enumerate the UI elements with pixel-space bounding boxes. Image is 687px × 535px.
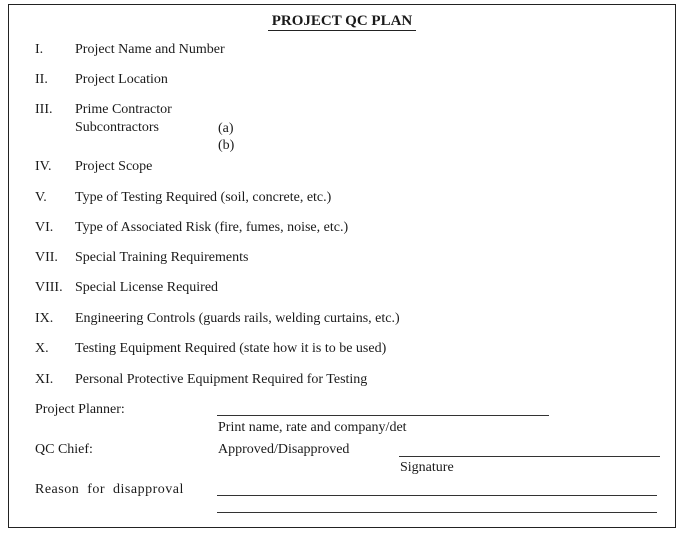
item-number-8: VIII. <box>35 280 63 295</box>
item-number-2: II. <box>35 72 48 87</box>
item-number-3: III. <box>35 102 53 117</box>
reason-line-1[interactable] <box>217 495 657 496</box>
signature-line[interactable] <box>399 456 660 457</box>
item-number-10: X. <box>35 341 49 356</box>
item-label-associated-risk: Type of Associated Risk (fire, fumes, noise, etc.) <box>75 220 349 235</box>
item-label-project-name: Project Name and Number <box>75 42 225 57</box>
item-label-special-license: Special License Required <box>75 280 219 295</box>
form-title: PROJECT QC PLAN <box>9 13 675 30</box>
approval-label: Approved/Disapproved <box>218 442 350 457</box>
item-number-1: I. <box>35 42 44 57</box>
item-number-5: V. <box>35 190 47 205</box>
item-number-9: IX. <box>35 311 54 326</box>
subcontractors-label: Subcontractors <box>75 120 159 135</box>
item-label-ppe: Personal Protective Equipment Required for Testing <box>75 372 368 387</box>
form-frame <box>8 4 676 528</box>
item-label-testing-equipment: Testing Equipment Required (state how it is to be used) <box>75 341 387 356</box>
item-label-engineering-controls: Engineering Controls (guards rails, welding curtains, etc.) <box>75 311 400 326</box>
item-number-4: IV. <box>35 159 52 174</box>
qc-chief-label: QC Chief: <box>35 442 93 457</box>
planner-name-line[interactable] <box>217 415 549 416</box>
project-planner-label: Project Planner: <box>35 402 125 417</box>
subcontractor-a: (a) <box>218 121 234 136</box>
item-label-testing-required: Type of Testing Required (soil, concrete, etc.) <box>75 190 332 205</box>
item-number-7: VII. <box>35 250 58 265</box>
subcontractor-b: (b) <box>218 138 235 153</box>
signature-caption: Signature <box>400 460 454 475</box>
item-label-prime-contractor: Prime Contractor <box>75 102 172 117</box>
reason-line-2[interactable] <box>217 512 657 513</box>
reason-label: Reason for disapproval <box>35 482 184 497</box>
item-label-special-training: Special Training Requirements <box>75 250 249 265</box>
item-number-11: XI. <box>35 372 54 387</box>
item-label-project-location: Project Location <box>75 72 168 87</box>
planner-caption: Print name, rate and company/det <box>218 420 407 435</box>
item-label-project-scope: Project Scope <box>75 159 153 174</box>
item-number-6: VI. <box>35 220 54 235</box>
